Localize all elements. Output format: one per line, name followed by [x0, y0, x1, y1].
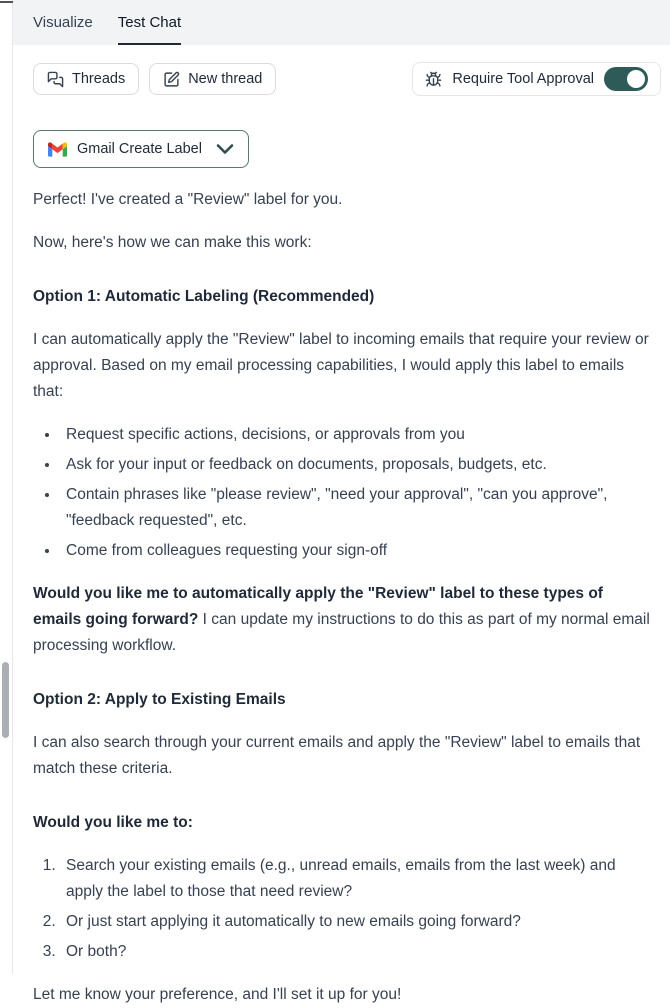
list-item: • Contain phrases like "please review", "need your approval", "can you approve", "feedback requested", etc.: [60, 482, 650, 534]
message-paragraph: I can also search through your current emails and apply the "Review" label to emails that match these criteria.: [33, 734, 641, 777]
criteria-bullet-list: [33, 422, 650, 564]
gmail-icon: [48, 142, 67, 157]
threads-label: Threads: [72, 71, 126, 87]
tool-call-gmail-create-label[interactable]: [33, 130, 249, 168]
threads-button[interactable]: [33, 63, 139, 95]
assistant-message: [33, 187, 650, 1008]
list-item: 3. Or both?: [60, 939, 650, 965]
would-you-like-heading: Would you like me to:: [33, 814, 193, 831]
option1-heading: Option 1: Automatic Labeling (Recommended): [33, 288, 375, 305]
new-thread-button[interactable]: [149, 63, 276, 95]
tab-test-chat[interactable]: Test Chat: [118, 0, 181, 45]
require-tool-approval-toggle[interactable]: [604, 67, 648, 91]
question-bold-text: Would you like me to automatically apply the "Review" label to these types of emails going forward?: [33, 585, 603, 628]
left-rail: [0, 0, 13, 974]
require-tool-approval-label: Require Tool Approval: [452, 71, 594, 87]
options-numbered-list: [33, 853, 650, 965]
chat-message-area: [13, 96, 670, 1008]
message-paragraph: Let me know your preference, and I'll set it up for you!: [33, 986, 402, 1003]
chevron-down-icon: [216, 143, 234, 155]
message-paragraph: I can automatically apply the "Review" label to incoming emails that require your review or approval. Based on my email processing capabilities, I would apply this label to emails that:: [33, 331, 649, 400]
tab-bar: [13, 0, 670, 45]
test-chat-panel: [13, 0, 670, 1003]
require-tool-approval-control: [412, 62, 661, 96]
rail-top-divider: [0, 1, 13, 3]
list-item: 1. Search your existing emails (e.g., unread emails, emails from the last week) and apply the label to those that need review?: [60, 853, 650, 905]
list-item: 2. Or just start applying it automatically to new emails going forward?: [60, 909, 650, 935]
tool-call-label: Gmail Create Label: [77, 141, 202, 157]
tab-visualize[interactable]: Visualize: [33, 14, 93, 31]
bug-icon: [425, 71, 442, 88]
list-item: • Ask for your input or feedback on documents, proposals, budgets, etc.: [60, 452, 650, 478]
toggle-knob: [627, 70, 645, 88]
question-rest-text: I can update my instructions to do this as part of my normal email processing workflow.: [33, 611, 650, 654]
list-item: • Request specific actions, decisions, or approvals from you: [60, 422, 650, 448]
message-paragraph: Perfect! I've created a "Review" label for you.: [33, 191, 343, 208]
option2-heading: Option 2: Apply to Existing Emails: [33, 691, 286, 708]
message-paragraph: Now, here's how we can make this work:: [33, 234, 312, 251]
chat-toolbar: [13, 62, 670, 96]
new-thread-label: New thread: [188, 71, 263, 87]
threads-icon: [47, 71, 64, 88]
message-paragraph: [33, 581, 650, 659]
scrollbar-thumb[interactable]: [2, 662, 9, 738]
edit-icon: [163, 71, 180, 88]
list-item: • Come from colleagues requesting your sign-off: [60, 538, 650, 564]
